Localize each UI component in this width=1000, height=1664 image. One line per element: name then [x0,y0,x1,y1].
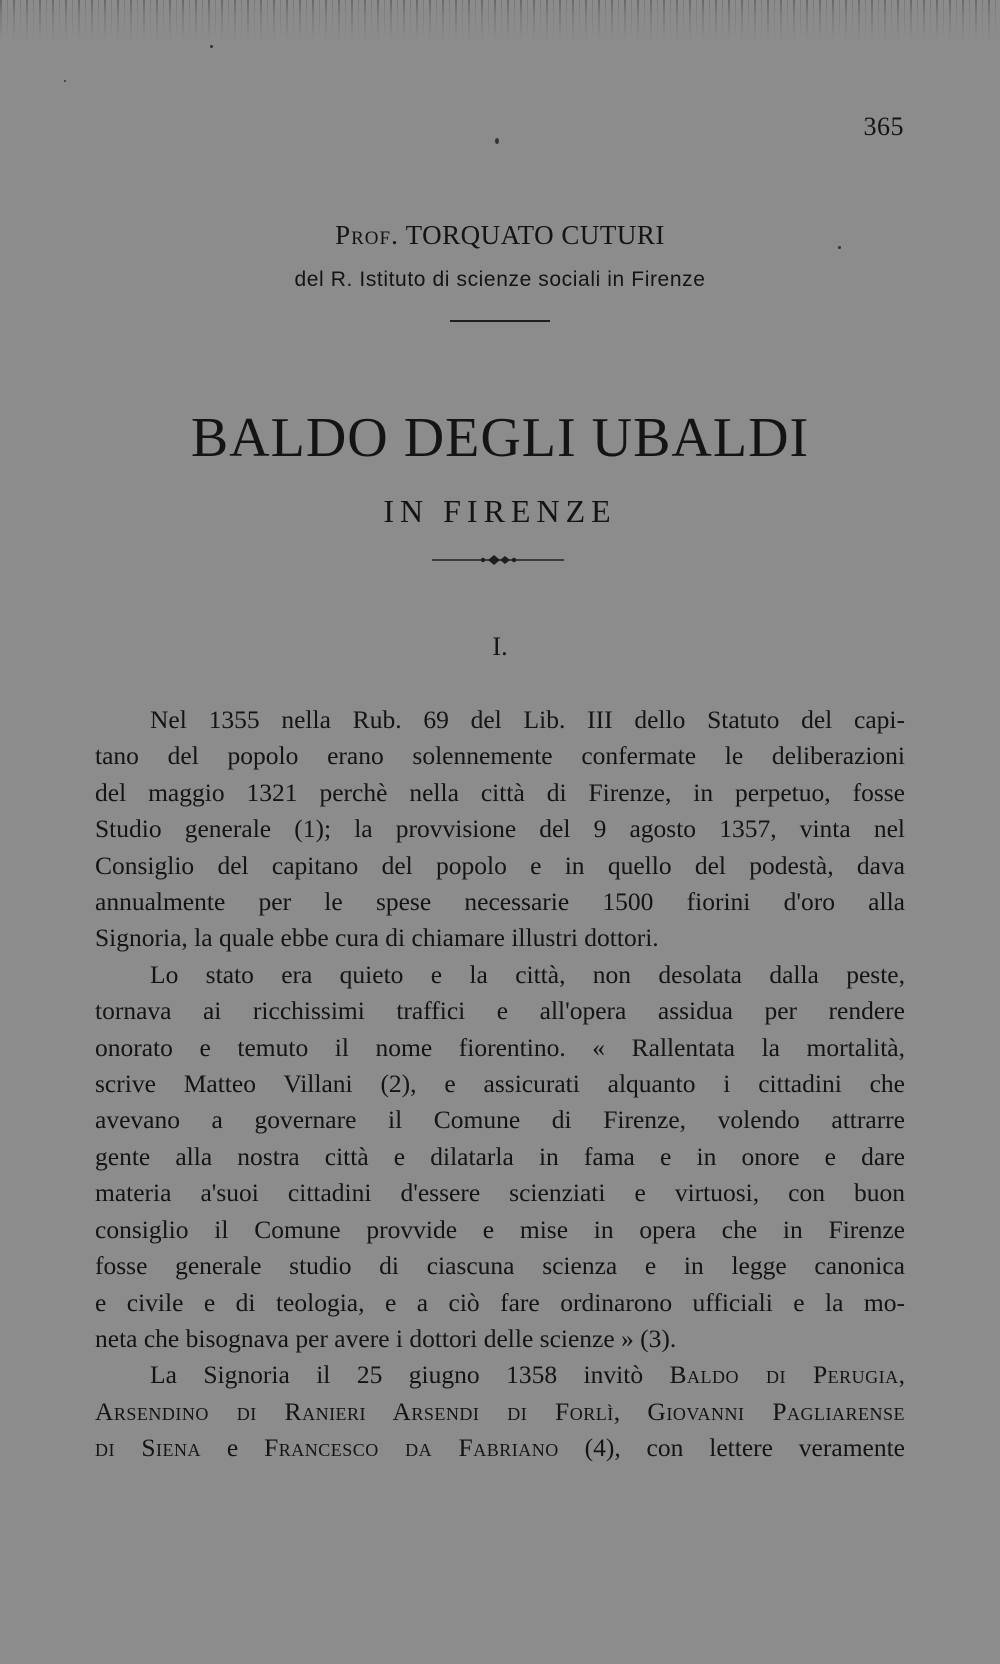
scan-speck [838,246,841,249]
scan-speck [495,138,499,144]
paragraph-2-line-10: e civile e di teologia, e a ciò fare ordinarono ufficiali e la mo- [95,1287,905,1317]
author-line [0,220,1000,251]
paragraph-2-line-8: consiglio il Comune provvide e mise in opera che in Firenze [95,1214,905,1244]
article-title: BALDO DEGLI UBALDI [190,407,810,469]
section-numeral: I. [492,632,508,661]
paragraph-1-line-5: Consiglio del capitano del popolo e in quello del podestà, dava [95,850,905,880]
author-name: TORQUATO CUTURI [405,220,665,250]
ornament-divider [432,552,564,568]
scan-noise-top [0,0,1000,40]
paragraph-1-line-4: Studio generale (1); la provvisione del 9 agosto 1357, vinta nel [95,814,905,844]
author-affiliation: del R. Istituto di scienze sociali in Firenze [294,268,706,291]
scan-speck [210,45,213,48]
author-prefix: Prof. [335,220,399,250]
paragraph-3-line-3: di Siena e Francesco da Fabriano (4), con lettere veramente [95,1433,905,1463]
paragraph-2-line-5: avevano a governare il Comune di Firenze, volendo attrarre [95,1105,905,1135]
paragraph-1-line-2: tano del popolo erano solennemente confermate le deliberazioni [95,741,905,771]
paragraph-3-line-2: Arsendino di Ranieri Arsendi di Forlì, Giovanni Pagliarense [95,1396,905,1426]
paragraph-3-line-1: La Signoria il 25 giugno 1358 invitò Baldo di Perugia, [150,1360,905,1390]
paragraph-1-line-7: Signoria, la quale ebbe cura di chiamare illustri dottori. [95,923,659,953]
paragraph-2-line-9: fosse generale studio di ciascuna scienza e in legge canonica [95,1251,905,1281]
paragraph-2-line-7: materia a'suoi cittadini d'essere scienziati e virtuosi, con buon [95,1178,905,1208]
separator-rule [450,320,550,322]
paragraph-2-line-3: onorato e temuto il nome fiorentino. « Rallentata la mortalità, [95,1032,905,1062]
paragraph-1-line-6: annualmente per le spese necessarie 1500 fiorini d'oro alla [95,887,905,917]
body-text [95,702,905,1467]
scan-speck [64,80,66,82]
article-subtitle: IN FIRENZE [383,493,617,529]
paragraph-2-line-4: scrive Matteo Villani (2), e assicurati alquanto i cittadini che [95,1069,905,1099]
paragraph-2-line-2: tornava ai ricchissimi traffici e all'opera assidua per rendere [95,996,905,1026]
paragraph-1-line-1: Nel 1355 nella Rub. 69 del Lib. III dello Statuto del capi- [150,705,905,734]
paragraph-1-line-3: del maggio 1321 perchè nella città di Firenze, in perpetuo, fosse [95,777,905,807]
paragraph-2-line-11: neta che bisognava per avere i dottori delle scienze » (3). [95,1323,677,1353]
page-number: 365 [863,112,904,141]
paragraph-2-line-6: gente alla nostra città e dilatarla in fama e in onore e dare [95,1141,905,1171]
paragraph-2-line-1: Lo stato era quieto e la città, non desolata dalla peste, [150,959,905,989]
